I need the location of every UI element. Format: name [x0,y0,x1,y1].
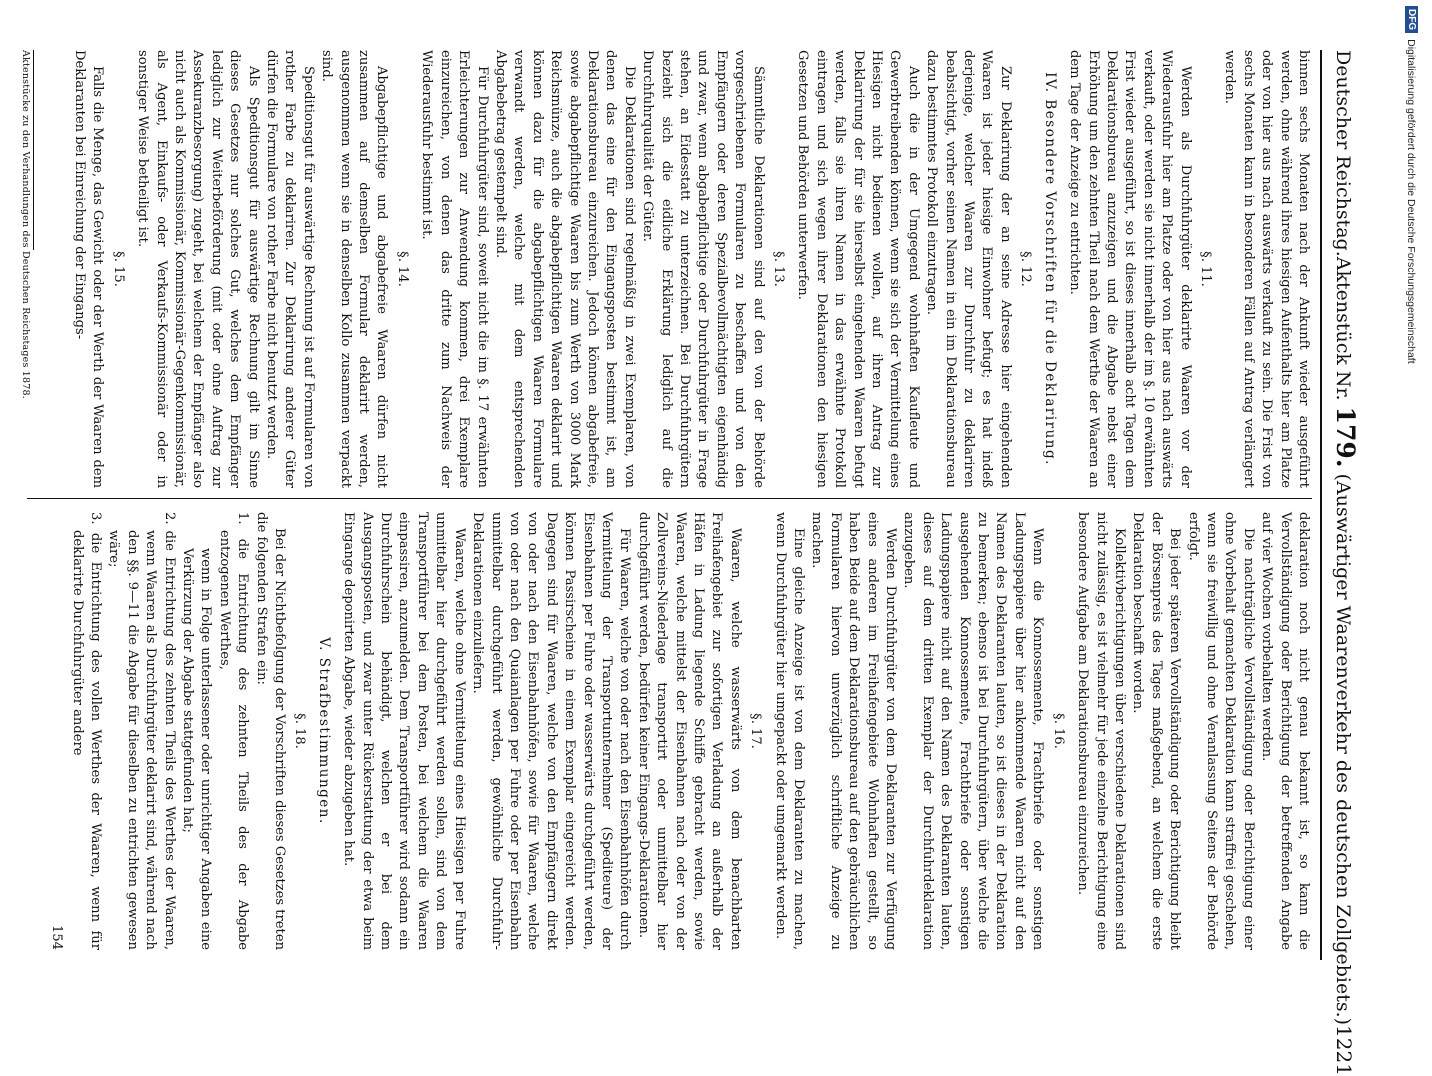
header-journal: Deutscher Reichstag. [1332,50,1354,257]
list-item: 2. die Entrichtung des zehnten Theils des Werthes der Waaren, wenn Waaren als Durchfuhrgüter deklarirt sind, während nach den §§. 9—11 die Abgabe für dieselben zu entrichten gewesen wäre; [106,512,177,950]
section-heading: §. 18. [292,713,308,749]
right-column [47,512,1312,950]
page-number: 1221 [1332,1025,1356,1076]
paragraph: Wenn die Konnossemente, Frachtbriefe oder sonstigen Ladungspapiere über hier ankommende Waaren nicht auf den Namen des Deklaranten lauten, so ist dieses in der Deklaration zu bemerken; ebenso ist bei Durchfuhrgütern, über welche die ausgehenden Konnossemente, Frachtbriefe oder sonstigen Ladungspapiere nicht auf den Namen des Deklaranten lauten, dieses auf dem dritten Exemplar der Durchfuhrdeklaration anzugeben. [901,512,1046,950]
signature-mark: 154 [49,925,65,950]
paragraph: Sämmtliche Deklarationen sind auf den von der Behörde vorgeschriebenen Formularen zu beschaffen und von den Empfängern oder deren Spezialbevollmächtigten eigenhändig und zwar, wenn abgabepflichtige oder Durchfuhrgüter in Frage stehen, an Eidesstatt zu unterzeichnen. Bei Durchfuhrgütern bezieht sich die eidliche Erklärung lediglich auf die Durchfuhrqualität der Güter. [640,50,766,488]
section-heading: §. 12. [1018,251,1034,287]
page-header [1326,50,1360,1076]
paragraph: Werden als Durchfuhrgüter deklarirte Waaren vor der Wiederausfuhr hier am Platze oder von hier aus nach auswärts verkauft, oder werden sie nicht innerhalb der im §. 10 erwähnten Frist wieder ausgeführt, so ist dieses innerhalb acht Tagen dem Deklarationsbureau anzuzeigen und die Abgabe nebst einer Erhöhung um den zehnten Theil nach dem Werthe der Waaren an dem Tage der Anzeige zu entrichten. [1067,50,1193,488]
column-divider [27,498,1312,499]
header-document-title [1331,257,1360,1025]
paragraph: Speditionsgut für auswärtige Rechnung ist auf Formularen von rother Farbe zu deklariren. Zur Deklarirung anderer Güter dürfen die Formulare von rother Farbe nicht benutzt werden. [264,50,316,488]
paragraph: Waaren, welche ohne Vermittelung eines Hiesigen per Fuhre unmittelbar hier durchgeführt werden sollen, sind von dem Transportführer bei dem Posten, bei welchem die Waaren einpassiren, anzumelden. Dem Transportführer wird sodann ein Durchfuhrschein behändigt, welchen er bei dem Ausgangsposten, und zwar unter Rückerstattung der etwa beim Eingange deponirten Abgabe, wieder abzugeben hat. [341,512,467,950]
list-item: 3. die Entrichtung des vollen Werthes der Waaren, wenn für deklarirte Durchfuhrgüter andere [69,512,103,950]
paragraph: deklaration noch nicht genau bekannt ist, so kann die Vervollständigung oder Berichtigung der betreffenden Angabe auf vier Wochen vorbehalten werden. [1259,512,1311,950]
paragraph: binnen sechs Monaten nach der Ankunft wieder ausgeführt werden, ohne während ihres hiesigen Aufenthalts hier am Platze oder von hier aus nach auswärts verkauft zu sein. Die Frist von sechs Monaten kann in besonderen Fällen auf Antrag verlängert werden. [1222,50,1311,488]
paragraph: Eine gleiche Anzeige ist von dem Deklaranten zu machen, wenn Durchfuhrgüter hier umgepackt oder umgemarkt werden. [772,512,807,950]
list-item-continuation: wenn in Folge unterlassener oder unrichtiger Angaben eine Verkürzung der Abgabe stattgefunden hat; [180,548,214,950]
paragraph: Falls die Menge, das Gewicht oder der Werth der Waaren dem Deklaranten bei Einreichung der Eingangs- [72,50,106,488]
left-column [70,50,1312,488]
paragraph: Abgabepflichtige und abgabefreie Waaren dürfen nicht zusammen auf demselben Formular deklarirt werden, ausgenommen wenn sie in denselben Kollo zusammen verpackt sind. [319,50,390,488]
paragraph: Bei jeder späteren Vervollständigung oder Berichtigung bleibt der Börsenpreis des Tages maßgebend, an welchem die erste Deklaration beschafft worden. [1130,512,1183,950]
dfg-logo: DFG [1405,6,1418,33]
header-subject: (Auswärtiger Waarenverkehr des deutschen Zollgebiets.) [1332,473,1354,1026]
dfg-credit-text: Digitalisierung gefördert durch die Deutsche Forschungsgemeinschaft [1405,39,1418,364]
section-heading: §. 11. [1197,251,1213,287]
page-footer: Aktenstücke zu den Verhandlungen des Deutschen Reichstages 1878. [20,50,34,399]
chapter-heading: V. Strafbestimmungen. [315,637,332,825]
list-item: 1. die Entrichtung des zehnten Theils des der Abgabe entzogenen Werthes, [216,512,251,950]
header-rule [1320,50,1322,960]
paragraph: Auch die in der Umgegend wohnhaften Kaufleute und Gewerbtreibenden können, wenn sie sich der Vermittelung eines Hiesigen nicht bedienen wollen, auf ihren Antrag zur Deklarirung der für sie hierselbst eingehenden Waaren befugt werden, falls sie ihren Namen in das erwähnte Protokoll eintragen und sich wegen ihrer Deklarationen den hiesigen Gesetzen und Behörden unterwerfen. [795,50,921,488]
section-heading: §. 14. [394,251,410,287]
paragraph: Waaren, welche wasserwärts von dem benachbarten Freihafengebiet zur sofortigen Verladung an außerhalb der Häfen in Ladung liegende Schiffe gebracht werden, sowie Waaren, welche mittelst der Eisenbahnen nach oder von der Zollvereins-Niederlage transportirt oder unmittelbar hier durchgeführt werden, bedürfen keiner Eingangs-Deklarationen. [635,512,743,950]
paragraph: Bei der Nichtbefolgung der Vorschriften dieses Gesetzes treten die folgenden Strafen ein: [253,512,288,950]
paragraph: Kollektivberichtigungen über verschiedene Deklarationen sind nicht zulässig, es ist vielmehr für jede einzelne Berichtigung eine besondere Aufgabe am Deklarationsbureau einzureichen. [1075,512,1127,950]
header-prefix: Aktenstück Nr. [1332,256,1354,401]
section-heading: §. 13. [771,251,787,287]
paragraph: Als Speditionsgut für auswärtige Rechnung gilt im Sinne dieses Gesetzes nur solches Gut, welches dem Empfänger lediglich zur Weiterbeförderung (mit oder ohne Auftrag zur Assekuranzbesorgung) zugeht, bei welchem der Empfänger also nicht auch als Kommissionär, Kommissionär-Gegenkommissionär, als Agent, Einkaufs- oder Verkaufs-Kommissionär oder in sonstiger Weise betheiligt ist. [135,50,261,488]
header-document-number: 179. [1331,406,1360,468]
paragraph: Für Waaren, welche von oder nach den Eisenbahnhöfen durch Vermittelung der Transportunternehmer (Spediteure) der Eisenbahnen per Fuhre oder wasserwärts durchgeführt werden, können Passirscheine in einem Exemplar eingereicht werden. Dagegen sind für Waaren, welche von den Empfängern direkt von oder nach den Eisenbahnhöfen, sowie für Waaren, welche von oder nach den Quaianlagen per Fuhre oder per Eisenbahn unmittelbar durchgeführt werden, gewöhnliche Durchfuhr-Deklarationen einzuliefern. [470,512,633,950]
dfg-credit-strip [1404,0,1432,1000]
chapter-heading: IV. Besondere Vorschriften für die Deklarirung. [1041,72,1058,466]
section-heading: §. 16. [1050,713,1066,749]
dfg-credit [1405,6,1418,364]
paragraph: Zur Deklarirung der an seine Adresse hier eingehenden Waaren ist jeder hiesige Einwohner befugt; es hat indeß derjenige, welcher Waaren zur Durchfuhr zu deklariren beabsichtigt, vorher seinen Namen in ein im Deklarationsbureau dazu bestimmtes Protokoll einzutragen. [924,50,1013,488]
section-heading: §. 15. [110,251,126,287]
section-heading: §. 17. [748,713,764,749]
paragraph: Die Deklarationen sind regelmäßig in zwei Exemplaren, von denen das eine für den Eingangsposten bestimmt ist, am Deklarationsbureau einzureichen. Jedoch können abgabefreie, sowie abgabepflichtige Waaren bis zum Werth von 3000 Mark Reichsmünze, auch die abgabepflichtigen Waaren deklarirt und können dazu für die abgabepflichtigen Waaren Formulare verwandt werden, welche mit dem entsprechenden Abgabebetrag gestempelt sind. [492,50,637,488]
paragraph: Für Durchfuhrgüter sind, soweit nicht die im §. 17 erwähnten Erleichterungen zur Anwendung kommen, drei Exemplare einzureichen, von denen das dritte zum Nachweis der Wiederausfuhr bestimmt ist. [419,50,490,488]
paragraph: Die nachträgliche Vervollständigung oder Berichtigung einer ohne Vorbehalt gemachten Deklaration kann straffrei geschehen, wenn sie freiwillig und ohne Veranlassung Seitens der Behörde erfolgt. [1185,512,1256,950]
paragraph: Werden Durchfuhrgüter von dem Deklaranten zur Verfügung eines anderen im Freihafengebiete Wohnhaften gestellt, so haben Beide auf dem Deklarationsbureau auf den gebräuchlichen Formularen hiervon unverzüglich schriftliche Anzeige zu machen. [809,512,899,950]
